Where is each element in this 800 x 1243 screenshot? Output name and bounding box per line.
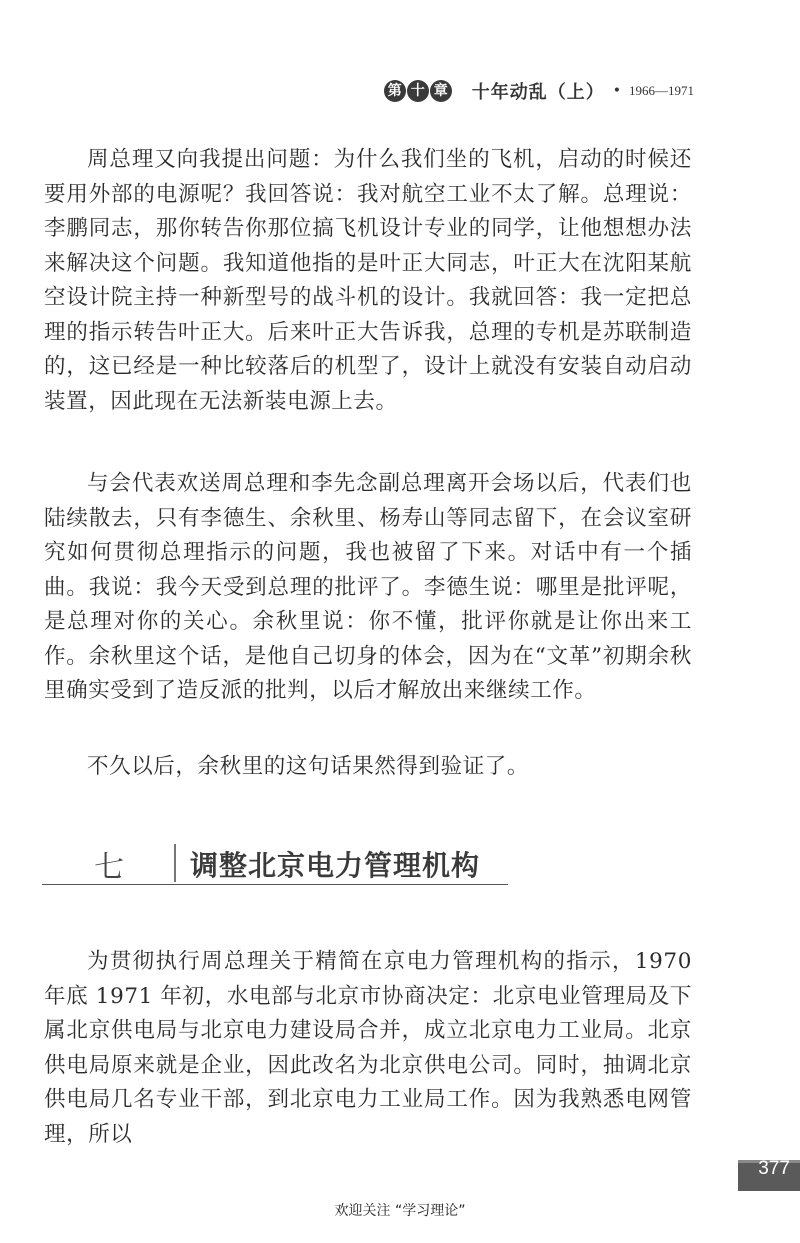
section-divider [174,844,176,882]
chapter-char: 第 [384,80,406,102]
section-number: 七 [94,850,124,885]
chapter-char: 十 [407,80,429,102]
body-paragraph: 周总理又向我提出问题：为什么我们坐的飞机，启动的时候还要用外部的电源呢？我回答说：我对航空工业不太了解。总理说：李鹏同志，那你转告你那位搞飞机设计专业的同学，让他想想办法来解决这个问题。我知道他指的是叶正大同志，叶正大在沈阳某航空设计院主持一种新型号的战斗机的设计。我就回答：我一定把总理的指示转告叶正大。后来叶正大告诉我，总理的专机是苏联制造的，这已经是一种比较落后的机型了，设计上就没有安装自动启动装置，因此现在无法新装电源上去。 [44,147,692,414]
header-separator: • [612,83,621,99]
chapter-char: 章 [430,80,452,102]
chapter-badge [384,80,452,102]
section-title: 调整北京电力管理机构 [190,849,481,882]
chapter-title: 十年动乱（上） [471,82,605,103]
running-header [384,78,694,104]
body-paragraph: 为贯彻执行周总理关于精简在京电力管理机构的指示，1970 年底 1971 年初，水电部与北京市协商决定：北京电业管理局及下属北京供电局与北京电力建设局合并，成立北京电力工业局。北京供电局原来就是企业，因此改名为北京供电公司。同时，抽调北京供电局几名专业干部，到北京电力工业局工作。因为我熟悉电网管理，所以 [44,949,692,1147]
section-heading [42,842,508,885]
chapter-years: 1966—1971 [629,83,694,98]
body-paragraph: 不久以后，余秋里的这句话果然得到验证了。 [87,754,530,779]
body-paragraph: 与会代表欢送周总理和李先念副总理离开会场以后，代表们也陆续散去，只有李德生、余秋里、杨寿山等同志留下，在会议室研究如何贯彻总理指示的问题，我也被留了下来。对话中有一个插曲。我说：我今天受到总理的批评了。李德生说：哪里是批评呢，是总理对你的关心。余秋里说：你不懂，批评你就是让你出来工作。余秋里这个话，是他自己切身的体会，因为在“文革”初期余秋里确实受到了造反派的批判，以后才解放出来继续工作。 [44,471,692,703]
footer-caption: 欢迎关注 “学习理论” [334,1203,466,1219]
page-number: 377 [758,1158,790,1179]
